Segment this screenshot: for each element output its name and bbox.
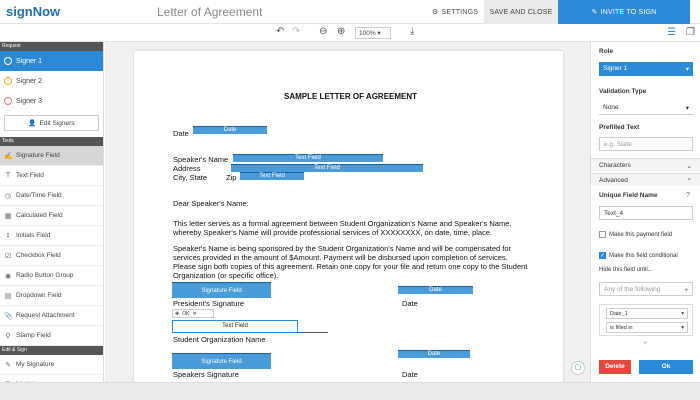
redo-icon[interactable]: ↷ xyxy=(292,26,301,37)
president-signature-field[interactable]: Signature Field xyxy=(172,282,271,298)
app-logo[interactable]: signNow xyxy=(6,4,61,19)
chevron-down-icon: ⌄ xyxy=(686,163,692,170)
tool-dropdown-field[interactable] xyxy=(0,286,103,306)
zoom-value: 100% xyxy=(359,30,376,37)
field-ok-button[interactable]: OK xyxy=(182,310,190,317)
avatar-icon xyxy=(4,57,12,65)
zip-field[interactable]: Text Field xyxy=(240,172,304,180)
save-close-label: SAVE AND CLOSE xyxy=(489,8,553,16)
validation-type-label: Validation Type xyxy=(599,88,647,95)
help-icon[interactable]: ? xyxy=(686,192,690,199)
selected-text-field[interactable]: Text Field xyxy=(172,320,298,333)
tool-text-field[interactable] xyxy=(0,166,103,186)
date-field[interactable]: Date xyxy=(193,126,267,134)
salutation: Dear Speaker's Name: xyxy=(173,199,249,208)
tool-label: Request Attachment xyxy=(16,312,75,319)
tool-label: Calculated Field xyxy=(16,212,63,219)
tool-stamp-field[interactable] xyxy=(0,326,103,346)
tool-label: Date/Time Field xyxy=(16,192,62,199)
signer-3[interactable] xyxy=(0,91,103,111)
dropdown-icon: ▤ xyxy=(4,292,12,300)
tool-label: Checkbox Field xyxy=(16,252,61,259)
tool-label: Dropdown Field xyxy=(16,292,62,299)
initials-icon: ɪ xyxy=(6,232,10,239)
speakers-signature-label: Speakers Signature xyxy=(173,370,239,379)
advanced-label: Advanced xyxy=(599,177,628,184)
document-page xyxy=(134,51,563,382)
tool-radio-button-group[interactable] xyxy=(0,266,103,286)
top-bar xyxy=(0,0,700,24)
move-icon[interactable]: ✥ xyxy=(175,310,180,317)
invite-label: INVITE TO SIGN xyxy=(600,8,657,16)
save-and-close-button[interactable] xyxy=(484,0,558,24)
tool-signature-field[interactable] xyxy=(0,146,103,166)
chevron-down-icon: ▾ xyxy=(685,105,689,112)
hide-until-label: Hide this field until... xyxy=(599,267,653,273)
conditional-field-checkbox[interactable] xyxy=(599,252,678,259)
payment-field-checkbox[interactable] xyxy=(599,231,672,238)
field-settings-panel xyxy=(590,42,700,382)
settings-label: SETTINGS xyxy=(441,8,479,16)
prefilled-text-label: Prefilled Text xyxy=(599,124,640,131)
date-field-2[interactable]: Date xyxy=(398,286,473,294)
field-toolbar xyxy=(172,309,214,318)
checkbox-icon xyxy=(599,231,606,238)
speaker-signature-field[interactable]: Signature Field xyxy=(172,353,271,369)
zip-label: Zip xyxy=(226,173,237,182)
tool-label: My Signature xyxy=(16,361,55,368)
chevron-down-icon: ▾ xyxy=(681,311,684,317)
tool-date-time-field[interactable] xyxy=(0,186,103,206)
clock-icon: ◷ xyxy=(4,192,12,200)
edit-signers-label: Edit Signers xyxy=(39,119,75,127)
pen-icon: ✎ xyxy=(5,361,11,369)
tool-label: Stamp Field xyxy=(16,332,51,339)
conditional-label: Make this field conditional xyxy=(609,252,678,259)
condition-field-value: Date_1 xyxy=(610,311,628,317)
condition-operator-select[interactable] xyxy=(606,322,688,333)
validation-value: None xyxy=(603,104,619,111)
fields-panel-icon[interactable]: ☰ xyxy=(667,27,676,38)
signer-label: Signer 3 xyxy=(16,97,43,105)
chevron-down-icon: ▾ xyxy=(681,325,684,331)
signer-2[interactable] xyxy=(0,71,103,91)
left-sidebar xyxy=(0,42,104,382)
tool-label: Signature Field xyxy=(16,152,60,159)
radio-icon: ◉ xyxy=(4,272,12,280)
address-field[interactable]: Text Field xyxy=(231,164,423,172)
characters-section[interactable] xyxy=(591,158,700,171)
speaker-name-field[interactable]: Text Field xyxy=(233,154,383,162)
student-org-name-label: Student Organization Name xyxy=(173,335,266,344)
edit-sign-header: Edit & Sign xyxy=(0,346,103,355)
tools-header: Tools xyxy=(0,137,103,146)
characters-label: Characters xyxy=(599,162,631,169)
user-edit-icon: 👤 xyxy=(28,120,37,127)
request-header: Request xyxy=(0,42,103,51)
presidents-signature-label: President's Signature xyxy=(173,299,245,308)
tool-initials-field[interactable] xyxy=(0,226,103,246)
avatar-icon xyxy=(4,77,12,85)
gear-icon: ⚙ xyxy=(432,9,439,16)
date-field-3[interactable]: Date xyxy=(398,350,470,358)
role-value: Signer 1 xyxy=(603,65,628,72)
tool-calculated-field[interactable] xyxy=(0,206,103,226)
tool-label: Radio Button Group xyxy=(16,272,74,279)
condition-box xyxy=(599,304,693,336)
close-icon[interactable]: ✕ xyxy=(192,310,197,317)
any-of-select[interactable] xyxy=(599,282,693,296)
stamp-icon: ⚲ xyxy=(5,332,11,340)
city-state-label: City, State xyxy=(173,173,208,182)
payment-label: Make this payment field xyxy=(609,231,673,238)
chevron-up-icon: ⌃ xyxy=(686,178,692,185)
edit-signers-button[interactable] xyxy=(4,115,99,131)
date-label-3: Date xyxy=(402,370,418,379)
zoom-in-icon[interactable]: ⊕ xyxy=(337,26,346,37)
document-canvas xyxy=(105,42,590,382)
tool-label: Text Field xyxy=(16,172,44,179)
undo-icon[interactable]: ↶ xyxy=(276,26,285,37)
calculator-icon: ▦ xyxy=(4,212,12,220)
pen-icon: ✎ xyxy=(591,9,598,16)
role-select[interactable] xyxy=(599,62,693,76)
unique-field-name-label: Unique Field Name xyxy=(599,192,658,199)
zoom-select[interactable]: 100% ▾ xyxy=(355,27,391,39)
signature-line xyxy=(298,332,328,333)
any-of-value: Any of the following xyxy=(604,286,661,293)
signer-label: Signer 1 xyxy=(16,57,43,65)
signature-icon: ✍ xyxy=(4,152,13,160)
speaker-name-label: Speaker's Name xyxy=(173,155,229,164)
signer-1[interactable] xyxy=(0,51,103,71)
checkbox-checked-icon: ✓ xyxy=(600,253,606,259)
add-condition-icon[interactable]: + xyxy=(643,340,648,347)
tool-label: Initials Field xyxy=(16,232,51,239)
date-label-2: Date xyxy=(402,299,418,308)
tool-my-signature[interactable] xyxy=(0,355,103,375)
document-toolbar xyxy=(0,24,700,42)
tool-checkbox-field[interactable] xyxy=(0,246,103,266)
condition-field-select[interactable] xyxy=(606,308,688,319)
checkbox-icon: ☑ xyxy=(4,252,12,260)
date-label: Date xyxy=(173,129,189,138)
validation-type-select[interactable] xyxy=(599,101,693,115)
advanced-section[interactable] xyxy=(591,173,700,186)
prefilled-text-input[interactable]: e.g. State xyxy=(599,137,693,151)
settings-button[interactable] xyxy=(432,0,478,24)
chat-icon[interactable]: ▢ xyxy=(571,361,585,375)
delete-button[interactable]: Delete xyxy=(599,360,631,374)
avatar-icon xyxy=(4,97,12,105)
ok-button[interactable]: Ok xyxy=(639,360,693,374)
role-label: Role xyxy=(599,48,614,55)
bottom-bar xyxy=(0,382,700,400)
unique-field-name-input[interactable]: Text_4 xyxy=(599,206,693,220)
download-icon[interactable]: ⤓ xyxy=(410,26,415,37)
text-icon: T xyxy=(5,172,11,179)
pages-icon[interactable]: ❐ xyxy=(686,27,695,38)
document-title[interactable]: Letter of Agreement xyxy=(157,5,263,19)
zoom-out-icon[interactable]: ⊖ xyxy=(319,26,328,37)
signer-label: Signer 2 xyxy=(16,77,43,85)
paragraph-1: This letter serves as a formal agreement between Student Organization's Name and Speaker's Name, whereby Speaker's Name will provide professional services of XXXXXXXX, on date, time, place. xyxy=(173,219,512,237)
invite-to-sign-button[interactable] xyxy=(558,0,690,24)
chevron-down-icon: ▾ xyxy=(684,287,688,294)
address-label: Address xyxy=(173,164,201,173)
tool-request-attachment[interactable] xyxy=(0,306,103,326)
attachment-icon: 📎 xyxy=(4,312,13,320)
condition-op-value: is filled in xyxy=(610,325,633,331)
chevron-down-icon: ▾ xyxy=(685,66,689,73)
document-heading: SAMPLE LETTER OF AGREEMENT xyxy=(284,92,418,101)
paragraph-2: Speaker's Name is being sponsored by the Student Organization's Name and will be compensated for services provided in the amount of $Amount. Payment will be disbursed upon completion of services. Please sign both copies of this agreement. Retain one copy for your file and return one copy to the Student Organization (or specific office). xyxy=(173,244,528,280)
